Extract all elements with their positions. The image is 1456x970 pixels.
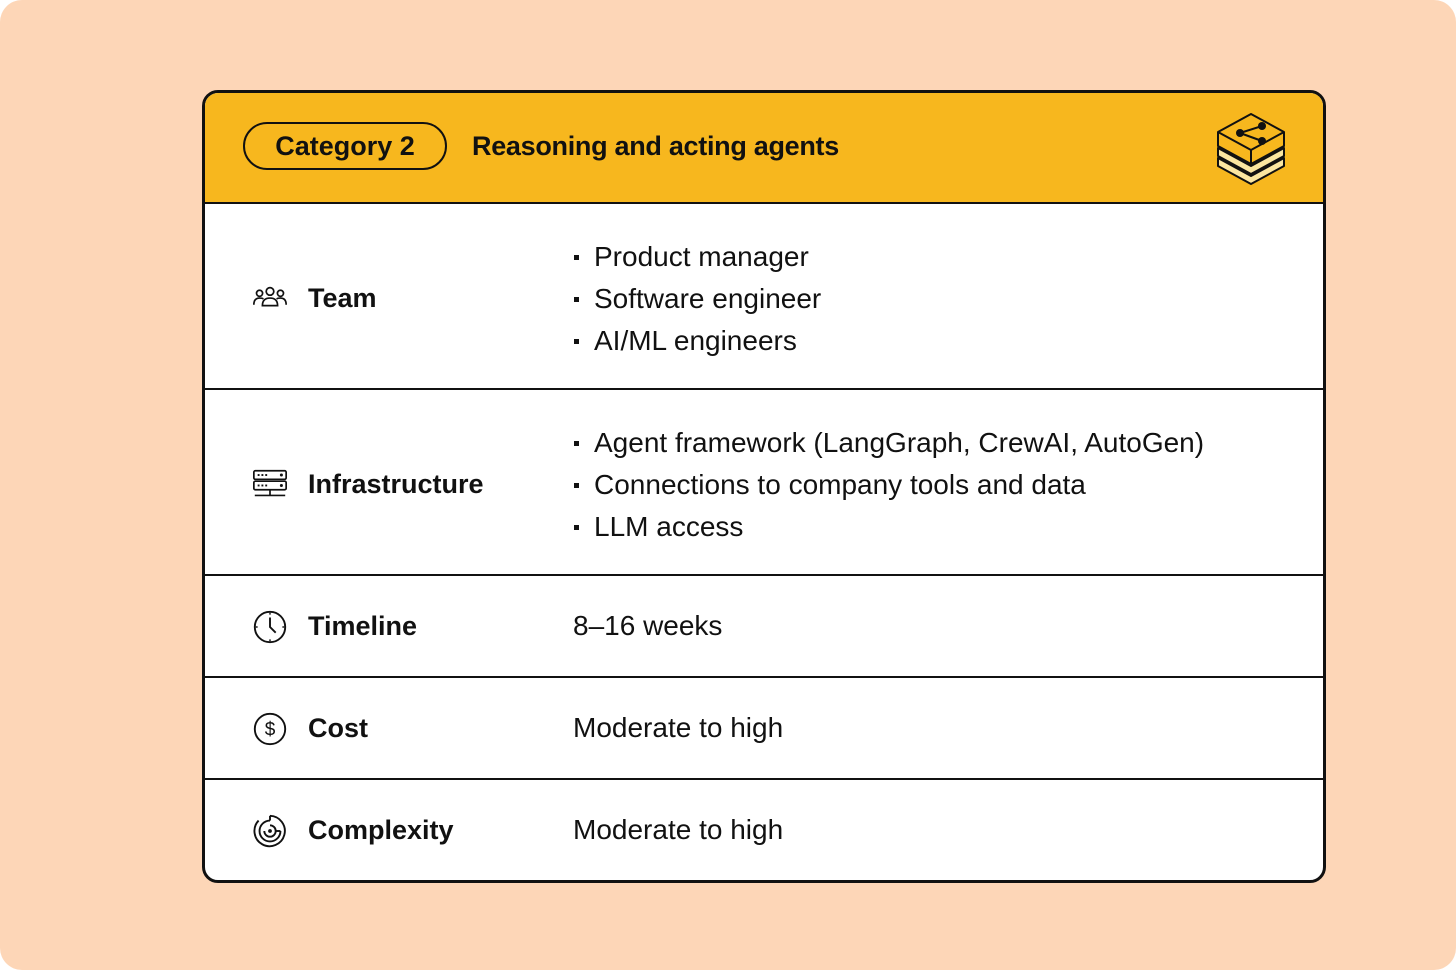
list-item: Agent framework (LangGraph, CrewAI, AutoGen): [573, 422, 1204, 464]
category-card: [202, 90, 1326, 883]
row-value-timeline: 8–16 weeks: [573, 610, 723, 641]
category-badge: Category 2: [243, 122, 447, 170]
row-cost: [205, 678, 1323, 780]
list-item: Product manager: [573, 236, 821, 278]
card-header: [205, 93, 1323, 204]
row-infrastructure: [205, 390, 1323, 576]
dollar-icon: [251, 710, 289, 748]
list-item: AI/ML engineers: [573, 320, 821, 362]
row-complexity: [205, 780, 1323, 880]
team-list: [573, 236, 821, 362]
team-icon: [251, 280, 289, 318]
card-title: Reasoning and acting agents: [472, 131, 839, 161]
row-value-complexity: Moderate to high: [573, 814, 784, 845]
row-label-cost: Cost: [308, 713, 368, 743]
stacked-layers-network-icon: [1211, 108, 1291, 190]
row-timeline: [205, 576, 1323, 678]
infrastructure-list: [573, 422, 1204, 548]
list-item: Connections to company tools and data: [573, 464, 1204, 506]
row-label-infrastructure: Infrastructure: [308, 469, 484, 499]
svg-text:$: $: [264, 719, 276, 741]
row-label-timeline: Timeline: [308, 611, 418, 641]
row-value-cost: Moderate to high: [573, 712, 784, 743]
list-item: Software engineer: [573, 278, 821, 320]
clock-icon: [251, 608, 289, 646]
row-label-team: Team: [308, 283, 377, 313]
row-label-complexity: Complexity: [308, 815, 454, 845]
maze-icon: [251, 812, 289, 850]
list-item: LLM access: [573, 506, 1204, 548]
row-team: [205, 204, 1323, 390]
server-icon: [251, 466, 289, 504]
